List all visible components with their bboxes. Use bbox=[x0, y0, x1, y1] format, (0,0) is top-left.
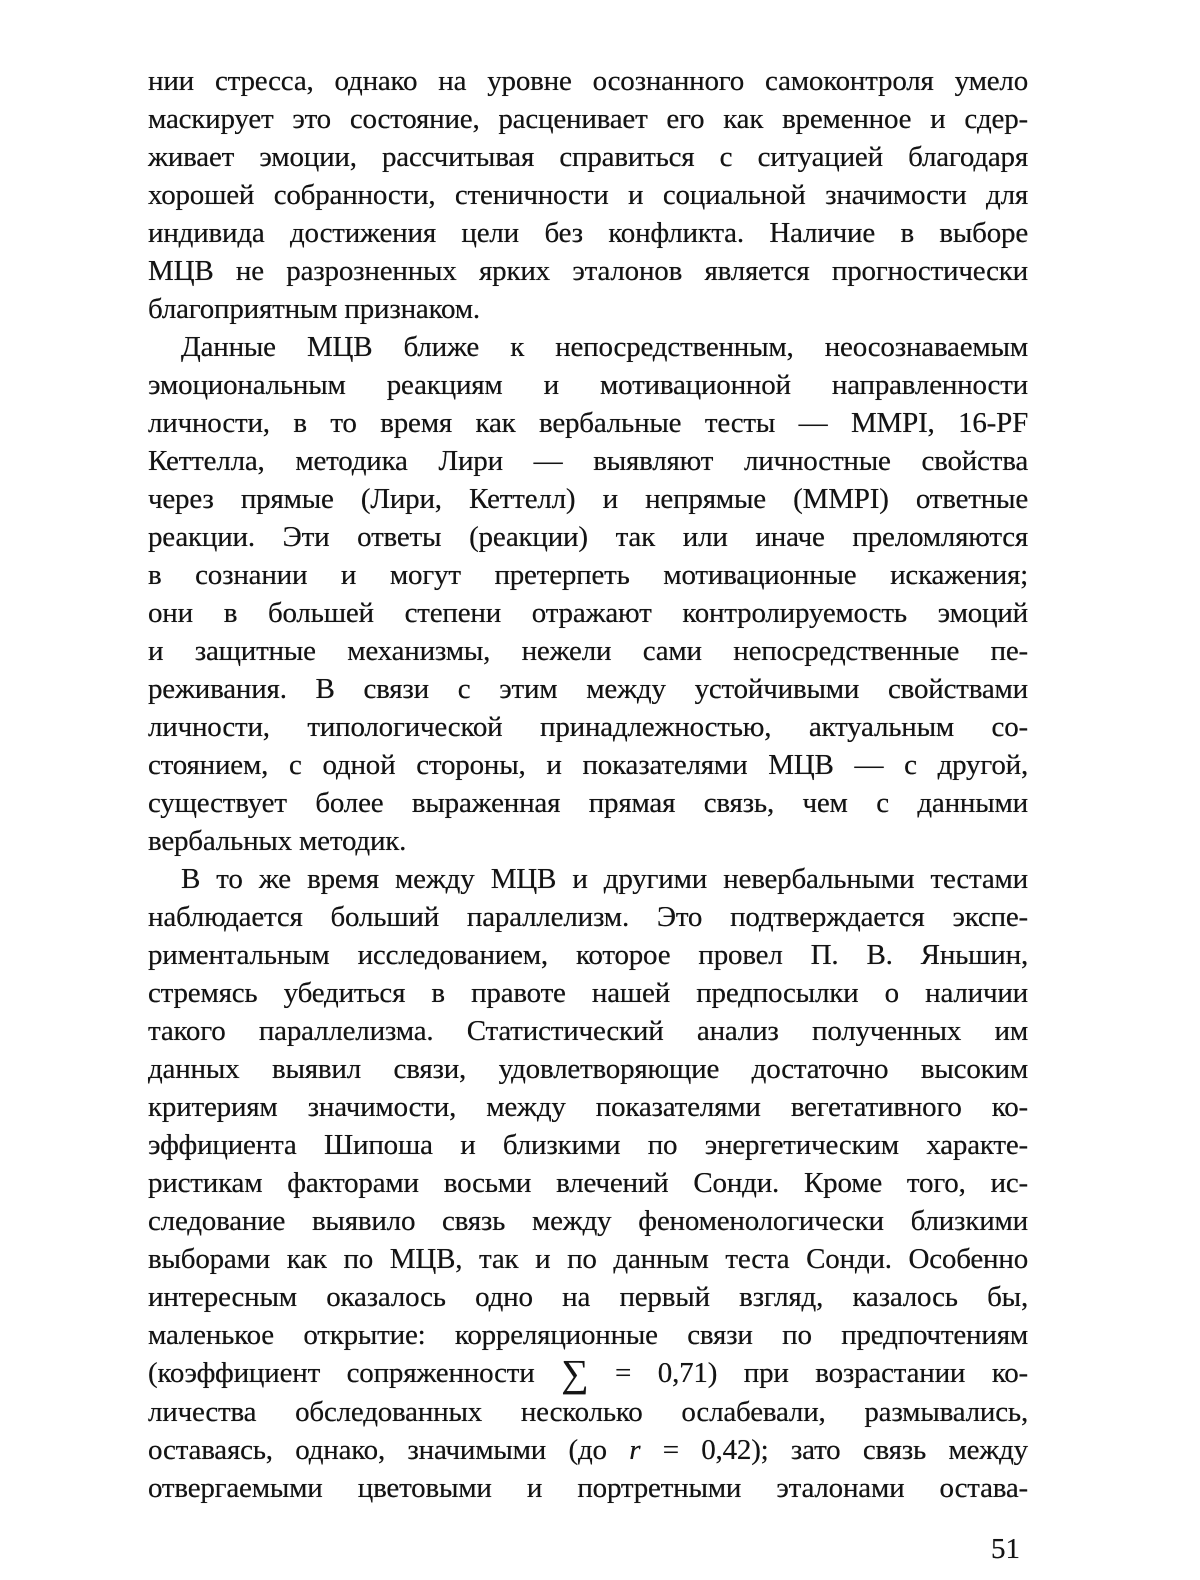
text-line: хорошей собранности, стеничности и социальной значимости для bbox=[148, 179, 1028, 211]
text-line: стремясь убедиться в правоте нашей предпосылки о наличии bbox=[148, 977, 1028, 1009]
text-line: индивида достижения цели без конфликта. Наличие в выборе bbox=[148, 217, 1028, 249]
text-line: эффициента Шипоша и близкими по энергетическим характе- bbox=[148, 1129, 1028, 1161]
text-line: вербальных методик. bbox=[148, 825, 407, 857]
text-line: В то же время между МЦВ и другими невербальными тестами bbox=[181, 863, 1028, 895]
text-line: выборами как по МЦВ, так и по данным теста Сонди. Особенно bbox=[148, 1243, 1028, 1275]
text-line: личности, типологической принадлежностью, актуальным со- bbox=[148, 711, 1028, 743]
text-line: интересным оказалось одно на первый взгляд, казалось бы, bbox=[148, 1281, 1028, 1313]
text-line: реакции. Эти ответы (реакции) так или иначе преломляются bbox=[148, 521, 1028, 553]
text-line: критериям значимости, между показателями вегетативного ко- bbox=[148, 1091, 1028, 1123]
text-line: ристикам факторами восьми влечений Сонди. Кроме того, ис- bbox=[148, 1167, 1028, 1199]
italic-variable: r bbox=[629, 1434, 641, 1467]
text-line: оставаясь, однако, значимыми (до r = 0,42); зато связь между bbox=[148, 1434, 1028, 1467]
text-line: эмоциональным реакциям и мотивационной направленности bbox=[148, 369, 1028, 401]
text-line: в сознании и могут претерпеть мотивационные искажения; bbox=[148, 559, 1028, 591]
text-line: существует более выраженная прямая связь, чем с данными bbox=[148, 787, 1028, 819]
text-line: данных выявил связи, удовлетворяющие достаточно высоким bbox=[148, 1053, 1028, 1085]
sigma-symbol: ∑ bbox=[561, 1352, 589, 1395]
text-line: личества обследованных несколько ослабевали, размывались, bbox=[148, 1396, 1028, 1429]
page-number: 51 bbox=[991, 1533, 1020, 1565]
text-line: благоприятным признаком. bbox=[148, 293, 480, 325]
text-line: маленькое открытие: корреляционные связи по предпочтениям bbox=[148, 1319, 1028, 1351]
text-line: маскирует это состояние, расценивает его как временное и сдер- bbox=[148, 103, 1028, 135]
text-line: МЦВ не разрозненных ярких эталонов является прогностически bbox=[148, 255, 1028, 287]
text-line: Данные МЦВ ближе к непосредственным, неосознаваемым bbox=[181, 331, 1028, 363]
paragraph bbox=[148, 62, 1028, 328]
text-line: такого параллелизма. Статистический анализ полученных им bbox=[148, 1015, 1028, 1047]
text-line: отвергаемыми цветовыми и портретными эталонами остава- bbox=[148, 1472, 1028, 1505]
text-line: наблюдается больший параллелизм. Это подтверждается экспе- bbox=[148, 901, 1028, 933]
text-line: личности, в то время как вербальные тесты — MMPI, 16-PF bbox=[148, 407, 1028, 439]
text-line: нии стресса, однако на уровне осознанного самоконтроля умело bbox=[148, 65, 1028, 97]
paragraph bbox=[148, 328, 1028, 860]
text-line: Кеттелла, методика Лири — выявляют личностные свойства bbox=[148, 445, 1028, 477]
text-line: они в большей степени отражают контролируемость эмоций bbox=[148, 597, 1028, 629]
text-line: следование выявило связь между феноменологически близкими bbox=[148, 1205, 1028, 1237]
text-line: и защитные механизмы, нежели сами непосредственные пе- bbox=[148, 635, 1028, 667]
text-line: через прямые (Лири, Кеттелл) и непрямые (MMPI) ответные bbox=[148, 483, 1028, 515]
text-block bbox=[148, 62, 1028, 1507]
text-line: реживания. В связи с этим между устойчивыми свойствами bbox=[148, 673, 1028, 705]
text-line: (коэффициент сопряженности ∑ = 0,71) при возрастании ко- bbox=[148, 1352, 1028, 1395]
text-line: живает эмоции, рассчитывая справиться с ситуацией благодаря bbox=[148, 141, 1028, 173]
text-line: риментальным исследованием, которое провел П. В. Яньшин, bbox=[148, 939, 1028, 971]
text-line: стоянием, с одной стороны, и показателями МЦВ — с другой, bbox=[148, 749, 1028, 781]
paragraph bbox=[148, 860, 1028, 1507]
